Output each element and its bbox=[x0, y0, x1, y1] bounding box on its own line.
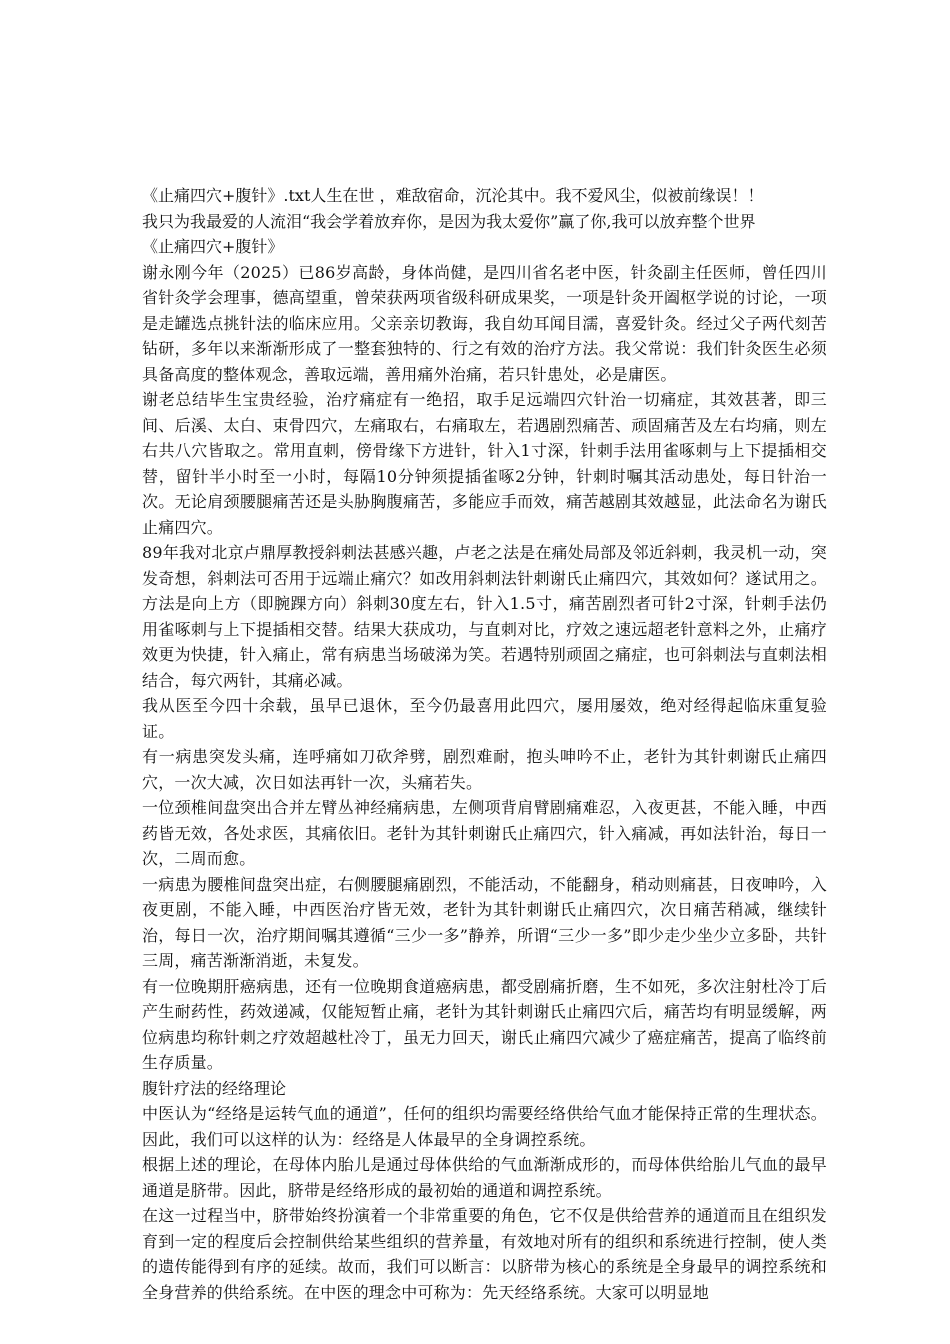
paragraph-case-headache: 有一病患突发头痛，连呼痛如刀砍斧劈，剧烈难耐，抱头呻吟不止，老针为其针刺谢氏止痛四穴，一次大减，次日如法再针一次，头痛若失。 bbox=[142, 747, 827, 792]
paragraph-case-lumbar: 一病患为腰椎间盘突出症，右侧腰腿痛剧烈，不能活动，不能翻身，稍动则痛甚，日夜呻吟，入夜更剧，不能入睡，中西医治疗皆无效，老针为其针刺谢氏止痛四穴，次日痛苦稍减，继续针治，每日一次，治疗期间嘱其遵循“三少一多”静养，所谓“三少一多”即少走少坐少立多卧，共针三周，痛苦渐渐消逝，未复发。 bbox=[142, 874, 827, 970]
paragraph-case-cervical: 一位颈椎间盘突出合并左臂丛神经痛病患，左侧项背肩臂剧痛难忍，入夜更甚，不能入睡，中西药皆无效，各处求医，其痛依旧。老针为其针刺谢氏止痛四穴，针入痛减，再如法针治，每日一次，二周而愈。 bbox=[142, 798, 827, 868]
paragraph-oblique-needling: 89年我对北京卢鼎厚教授斜刺法甚感兴趣，卢老之法是在痛处局部及邻近斜刺，我灵机一动，突发奇想，斜刺法可否用于远端止痛穴？如改用斜刺法针刺谢氏止痛四穴，其效如何？遂试用之。方法是向上方（即腕踝方向）斜刺30度左右，针入1.5寸，痛苦剧烈者可针2寸深，针刺手法仍用雀啄刺与上下提插相交替。结果大获成功，与直刺对比，疗效之速远超老针意料之外，止痛疗效更为快捷，针入痛止，常有病患当场破涕为笑。若遇特别顽固之痛症，也可斜刺法与直刺法相结合，每穴两针，其痛必减。 bbox=[142, 543, 827, 690]
document-title: 《止痛四穴+腹针》 bbox=[142, 237, 284, 256]
paragraph-intro: 谢永刚今年（2025）已86岁高龄，身体尚健，是四川省名老中医，针灸副主任医师，曾任四川省针灸学会理事，德高望重，曾荣获两项省级科研成果奖，一项是针灸开阖枢学说的讨论，一项是走罐选点挑针法的临床应用。父亲亲切教诲，我自幼耳闻目濡，喜爱针灸。经过父子两代刻苦钻研，多年以来渐渐形成了一整套独特的、行之有效的治疗方法。我父常说：我们针灸医生必须具备高度的整体观念，善取远端，善用痛外治痛，若只针患处，必是庸医。 bbox=[142, 262, 827, 384]
document-page bbox=[142, 183, 827, 1305]
paragraph-umbilical-cord: 根据上述的理论，在母体内胎儿是通过母体供给的气血渐渐成形的，而母体供给胎儿气血的最早通道是脐带。因此，脐带是经络形成的最初始的通道和调控系统。 bbox=[142, 1155, 827, 1200]
paragraph-meridian-theory: 中医认为“经络是运转气血的通道”，任何的组织均需要经络供给气血才能保持正常的生理状态。因此，我们可以这样的认为：经络是人体最早的全身调控系统。 bbox=[142, 1104, 827, 1149]
header-line-2: 我只为我最爱的人流泪“我会学着放弃你，是因为我太爱你”赢了你,我可以放弃整个世界 bbox=[142, 211, 756, 231]
header-line-1: 《止痛四穴+腹针》.txt人生在世 ，难敌宿命，沉沦其中。我不爱风尘，似被前缘误！！ bbox=[142, 186, 764, 205]
section-heading-abdominal-acupuncture: 腹针疗法的经络理论 bbox=[142, 1078, 287, 1098]
paragraph-experience: 我从医至今四十余载，虽早已退休，至今仍最喜用此四穴，屡用屡效，绝对经得起临床重复验证。 bbox=[142, 696, 827, 741]
paragraph-case-cancer: 有一位晚期肝癌病患，还有一位晚期食道癌病患，都受剧痛折磨，生不如死，多次注射杜冷丁后产生耐药性，药效递减，仅能短暂止痛，老针为其针刺谢氏止痛四穴后，痛苦均有明显缓解，两位病患均称针刺之疗效超越杜冷丁，虽无力回天，谢氏止痛四穴减少了癌症痛苦，提高了临终前生存质量。 bbox=[142, 976, 827, 1072]
paragraph-regulation-system: 在这一过程当中，脐带始终扮演着一个非常重要的角色，它不仅是供给营养的通道而且在组织发育到一定的程度后会控制供给某些组织的营养量，有效地对所有的组织和系统进行控制，使人类的遗传能得到有序的延续。故而，我们可以断言：以脐带为核心的系统是全身最早的调控系统和全身营养的供给系统。在中医的理念中可称为：先天经络系统。大家可以明显地 bbox=[142, 1206, 827, 1302]
paragraph-four-points: 谢老总结毕生宝贵经验，治疗痛症有一绝招，取手足远端四穴针治一切痛症，其效甚著，即三间、后溪、太白、束骨四穴，左痛取右，右痛取左，若遇剧烈痛苦、顽固痛苦及左右均痛，则左右共八穴皆取之。常用直刺，傍骨缘下方进针，针入1寸深，针刺手法用雀啄刺与上下提插相交替，留针半小时至一小时，每隔10分钟须提插雀啄2分钟，针刺时嘱其活动患处，每日针治一次。无论肩颈腰腿痛苦还是头胁胸腹痛苦，多能应手而效，痛苦越剧其效越显，此法命名为谢氏止痛四穴。 bbox=[142, 390, 827, 537]
